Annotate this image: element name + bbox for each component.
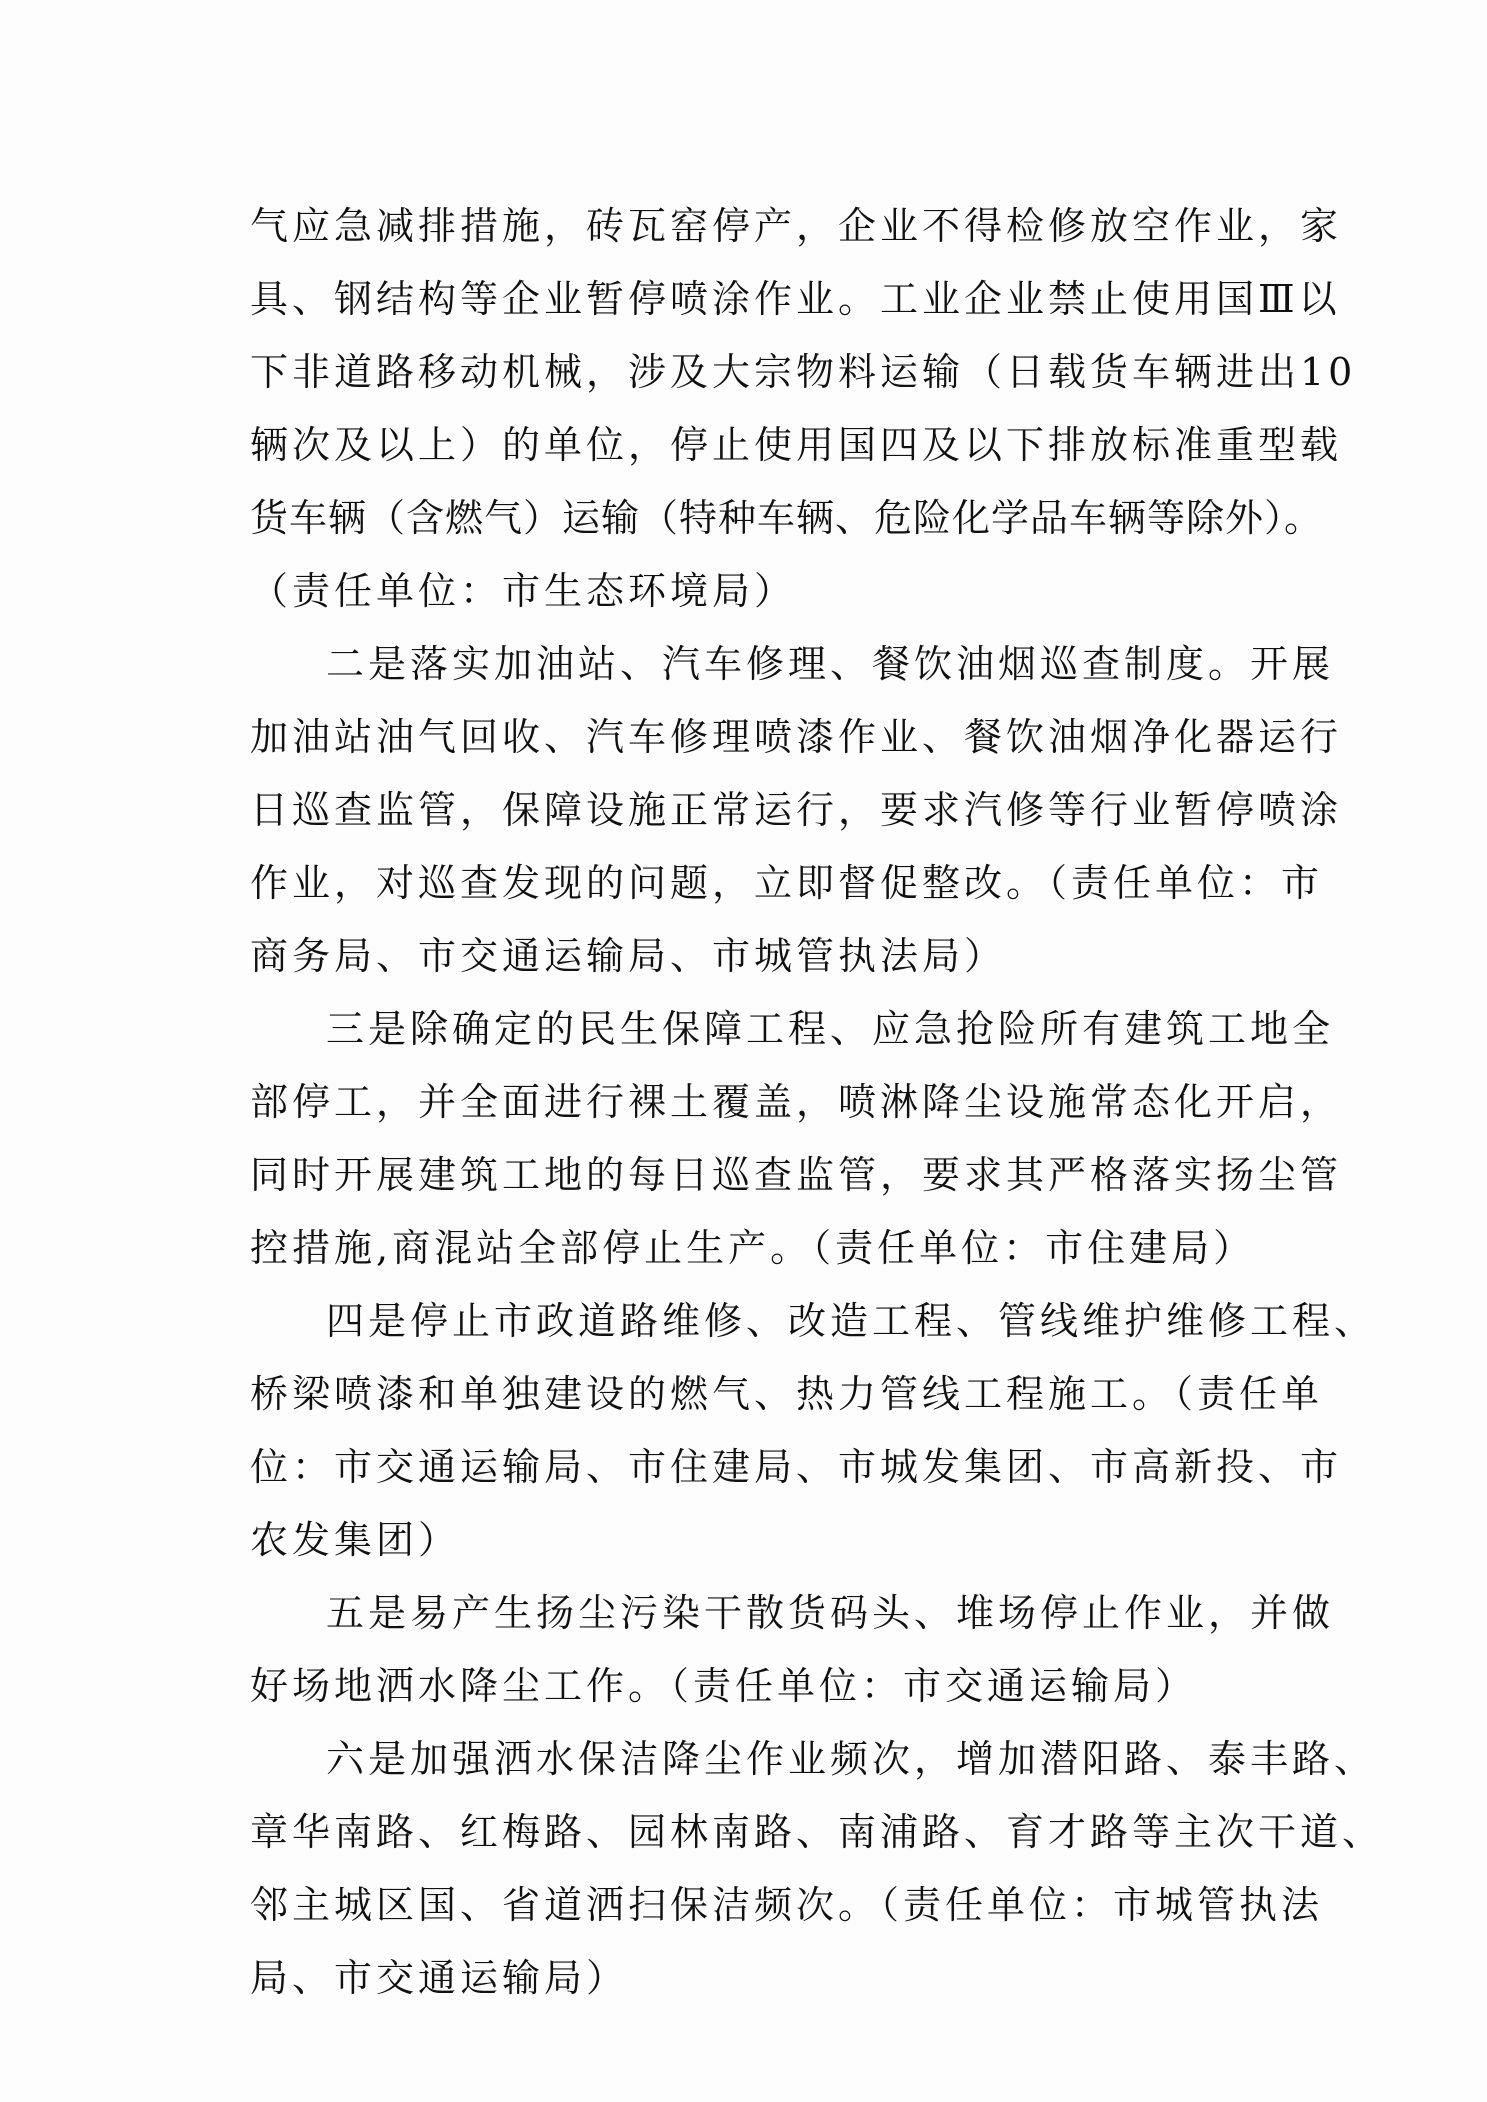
paragraph-5	[250, 1577, 1335, 1723]
paragraph-4	[250, 1285, 1377, 1577]
text-line: 作业，对巡查发现的问题，立即督促整改。（责任单位：市	[250, 861, 1324, 905]
text-line: 位：市交通运输局、市住建局、市城发集团、市高新投、市	[250, 1445, 1343, 1489]
text-line: 日巡查监管，保障设施正常运行，要求汽修等行业暂停喷涂	[250, 788, 1343, 832]
document-body	[250, 190, 1385, 2015]
text-line: 好场地洒水降尘工作。（责任单位：市交通运输局）	[250, 1664, 1198, 1708]
text-line: 桥梁喷漆和单独建设的燃气、热力管线工程施工。（责任单	[250, 1372, 1324, 1416]
text-line: 气应急减排措施，砖瓦窑停产，企业不得检修放空作业，家	[250, 204, 1343, 248]
text-line: 六是加强洒水保洁降尘作业频次，增加潜阳路、泰丰路、	[326, 1737, 1377, 1781]
text-line: 邻主城区国、省道洒扫保洁频次。（责任单位：市城管执法	[250, 1883, 1324, 1927]
paragraph-3	[250, 993, 1343, 1285]
text-line: 同时开展建筑工地的每日巡查监管，要求其严格落实扬尘管	[250, 1153, 1343, 1197]
text-line: 四是停止市政道路维修、改造工程、管线维护维修工程、	[326, 1299, 1377, 1343]
text-line: 二是落实加油站、汽车修理、餐饮油烟巡查制度。开展	[326, 642, 1335, 686]
paragraph-2	[250, 628, 1343, 993]
text-line: 三是除确定的民生保障工程、应急抢险所有建筑工地全	[326, 1007, 1335, 1051]
paragraph-1	[250, 190, 1357, 628]
text-line: 农发集团）	[250, 1518, 461, 1562]
text-line: 五是易产生扬尘污染干散货码头、堆场停止作业，并做	[326, 1591, 1335, 1635]
text-line: 章华南路、红梅路、园林南路、南浦路、育才路等主次干道、	[250, 1810, 1385, 1854]
text-line: 控措施,商混站全部停止生产。（责任单位：市住建局）	[250, 1226, 1256, 1270]
text-line: 商务局、市交通运输局、市城管执法局）	[250, 934, 1007, 978]
text-line: 加油站油气回收、汽车修理喷漆作业、餐饮油烟净化器运行	[250, 715, 1343, 759]
text-line: 部停工，并全面进行裸土覆盖，喷淋降尘设施常态化开启，	[250, 1080, 1343, 1124]
text-line: 下非道路移动机械，涉及大宗物料运输（日载货车辆进出10	[250, 350, 1357, 394]
text-line: 辆次及以上）的单位，停止使用国四及以下排放标准重型载	[250, 423, 1343, 467]
text-line: 货车辆（含燃气）运输（特种车辆、危险化学品车辆等除外）。	[250, 496, 1324, 540]
text-line: 局、市交通运输局）	[250, 1956, 629, 2000]
text-line: （责任单位：市生态环境局）	[250, 569, 797, 613]
paragraph-6	[250, 1723, 1385, 2015]
text-line: 具、钢结构等企业暂停喷涂作业。工业企业禁止使用国Ⅲ以	[250, 277, 1341, 321]
